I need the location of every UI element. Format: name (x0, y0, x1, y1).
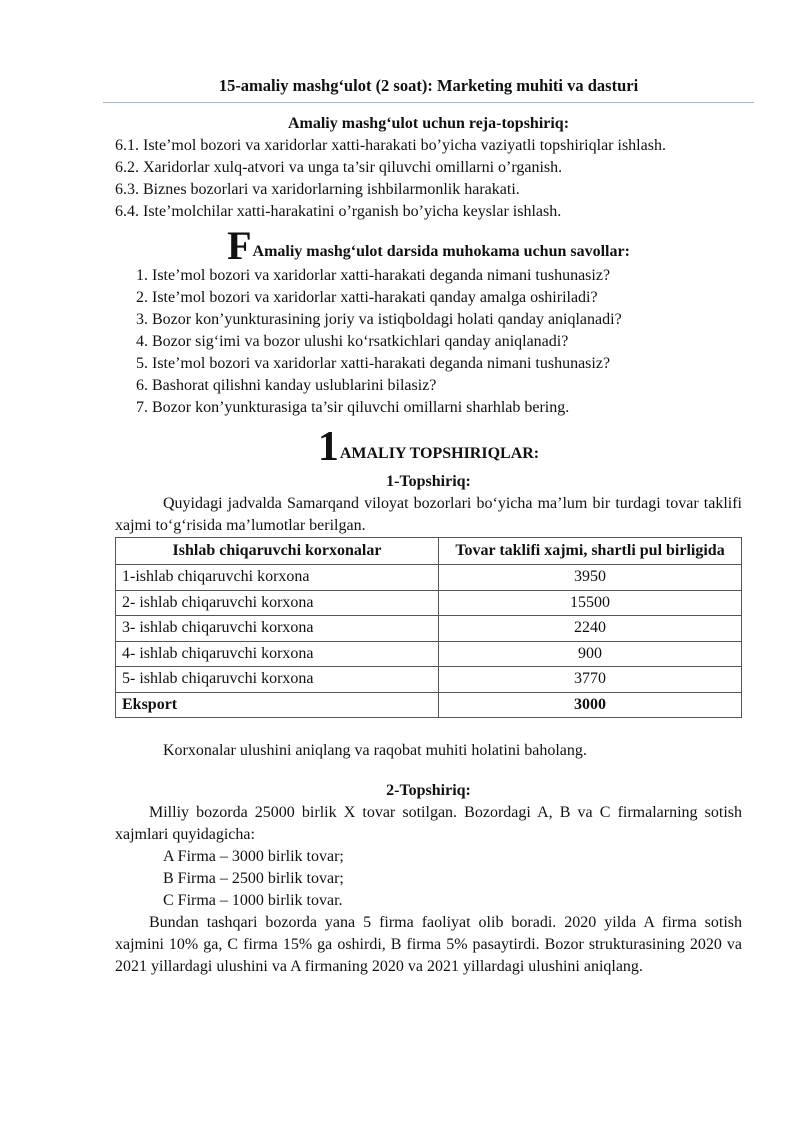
table-header-cell: Ishlab chiqaruvchi korxonalar (116, 538, 439, 565)
title-divider (103, 102, 754, 103)
firm-item: A Firma – 3000 birlik tovar; (163, 848, 344, 865)
plan-item: 6.2. Xaridorlar xulq-atvori va unga ta’sir qiluvchi omillarni o’rganish. (115, 159, 563, 176)
table-cell-value: 3770 (439, 667, 742, 693)
plan-item: 6.4. Iste’molchilar xatti-harakatini o’rganish bo’yicha keyslar ishlash. (115, 203, 562, 220)
table-cell-value: 900 (439, 641, 742, 667)
question-item: 3. Bozor kon’yunkturasining joriy va istiqboldagi holati qanday aniqlanadi? (152, 309, 742, 331)
table-row (116, 565, 742, 591)
table-row (116, 590, 742, 616)
task2-body: Bundan tashqari bozorda yana 5 firma faoliyat olib boradi. 2020 yilda A firma sotish xajmini 10% ga, C firma 15% ga oshirdi, B firma 5% pasaytirdi. Bozor strukturasining 2020 va 2021 yillardagi ulushini va A firmaning 2020 va 2021 yillardagi ulushini aniqlang. (115, 914, 742, 975)
question-item: 1. Iste’mol bozori va xaridorlar xatti-harakati deganda nimani tushunasiz? (152, 265, 742, 287)
tasks-dropcap: 1 (317, 424, 339, 470)
task2-title: 2-Topshiriq: (386, 782, 471, 799)
table-total-row (116, 692, 742, 718)
question-item: 4. Bozor sig‘imi va bozor ulushi ko‘rsatkichlari qanday aniqlanadi? (152, 331, 742, 353)
table-cell-name: 2- ishlab chiqaruvchi korxona (116, 590, 439, 616)
task1-title: 1-Topshiriq: (386, 473, 471, 490)
firm-item: C Firma – 1000 birlik tovar. (163, 892, 343, 909)
question-item: 2. Iste’mol bozori va xaridorlar xatti-harakati qanday amalga oshiriladi? (152, 287, 742, 309)
table-header-row (116, 538, 742, 565)
question-item: 7. Bozor kon’yunkturasiga ta’sir qiluvchi omillarni sharhlab bering. (152, 397, 742, 419)
question-item: 5. Iste’mol bozori va xaridorlar xatti-harakati deganda nimani tushunasiz? (152, 353, 742, 375)
table-row (116, 667, 742, 693)
tasks-heading (115, 424, 742, 470)
question-item: 6. Bashorat qilishni kanday uslublarini bilasiz? (152, 375, 742, 397)
questions-heading-text: Amaliy mashg‘ulot darsida muhokama uchun savollar: (252, 243, 630, 260)
table-row (116, 641, 742, 667)
table-cell-name: 3- ishlab chiqaruvchi korxona (116, 616, 439, 642)
page-title: 15-amaliy mashg‘ulot (2 soat): Marketing muhiti va dasturi (218, 76, 639, 95)
document-page (115, 74, 742, 978)
table-cell-name: 4- ishlab chiqaruvchi korxona (116, 641, 439, 667)
table-cell-name: 5- ishlab chiqaruvchi korxona (116, 667, 439, 693)
plan-list (115, 135, 742, 223)
task1-question: Korxonalar ulushini aniqlang va raqobat muhiti holatini baholang. (163, 742, 587, 759)
plan-heading: Amaliy mashg‘ulot uchun reja-topshiriq: (287, 115, 570, 132)
table-cell-value: 3950 (439, 565, 742, 591)
firm-item: B Firma – 2500 birlik tovar; (163, 870, 344, 887)
task1-intro: Quyidagi jadvalda Samarqand viloyat bozorlari bo‘yicha ma’lum bir turdagi tovar taklifi xajmi to‘g‘risida ma’lumotlar berilgan. (115, 495, 742, 534)
plan-item: 6.3. Biznes bozorlari va xaridorlarning ishbilarmonlik harakati. (115, 181, 520, 198)
questions-list (115, 265, 742, 419)
table-cell-name: 1-ishlab chiqaruvchi korxona (116, 565, 439, 591)
table-row (116, 616, 742, 642)
tasks-heading-text: AMALIY TOPSHIRIQLAR: (339, 445, 540, 462)
table-header-cell: Tovar taklifi xajmi, shartli pul birligida (439, 538, 742, 565)
questions-dropcap: F (227, 223, 252, 268)
task2-intro: Milliy bozorda 25000 birlik X tovar sotilgan. Bozordagi A, B va C firmalarning sotish xajmlari quyidagicha: (115, 804, 742, 843)
table-total-label: Eksport (116, 692, 439, 718)
supply-table (115, 537, 742, 718)
table-total-value: 3000 (439, 692, 742, 718)
table-cell-value: 15500 (439, 590, 742, 616)
table-cell-value: 2240 (439, 616, 742, 642)
plan-item: 6.1. Iste’mol bozori va xaridorlar xatti-harakati bo’yicha vaziyatli topshiriqlar ishlash. (115, 137, 666, 154)
questions-heading (115, 223, 742, 268)
